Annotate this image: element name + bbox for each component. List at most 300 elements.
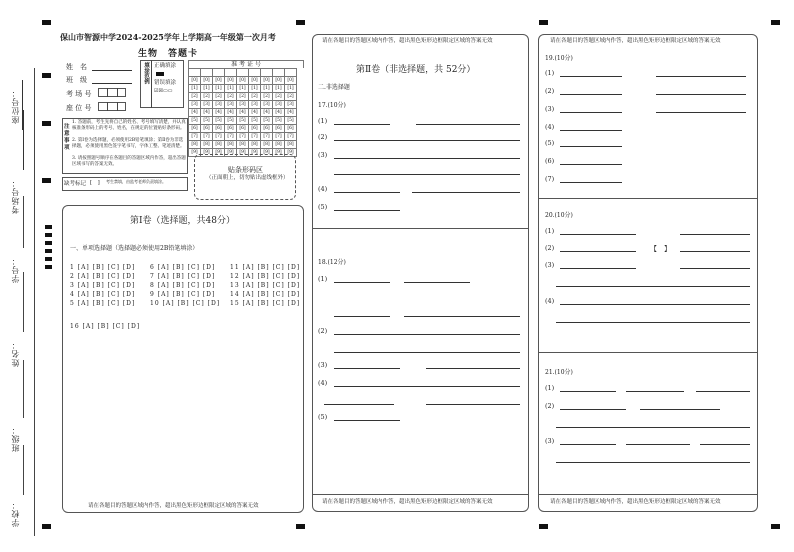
binding-line xyxy=(34,68,35,536)
mc-bubble[interactable]: [A] xyxy=(242,291,258,298)
seat-label: 座 位 号 xyxy=(66,104,92,112)
answer-line[interactable] xyxy=(404,316,520,317)
answer-line[interactable] xyxy=(334,386,520,387)
exam-number-bubble[interactable]: [6] xyxy=(249,125,261,133)
mc-number: 9 xyxy=(150,291,158,298)
sub-question-label: (1) xyxy=(318,117,328,125)
exam-number-bubble[interactable]: [5] xyxy=(285,117,297,125)
answer-line[interactable] xyxy=(412,192,520,193)
binding-label-school: 学校： xyxy=(11,500,20,527)
sub-question-label: (4) xyxy=(318,185,328,193)
mc-bubble[interactable]: [A] xyxy=(242,300,258,307)
mc-question-4[interactable] xyxy=(70,291,135,298)
mc-bubble[interactable]: [A] xyxy=(157,291,173,298)
timing-mark xyxy=(539,20,548,25)
mc-question-9[interactable] xyxy=(150,291,215,298)
exam-number-bubble[interactable]: [8] xyxy=(237,141,249,149)
absent-checkbox[interactable]: [ ] xyxy=(90,180,100,186)
exam-number-bubble[interactable]: [3] xyxy=(189,101,201,109)
exam-number-bubble[interactable]: [6] xyxy=(261,125,273,133)
mc-bubble[interactable]: [C] xyxy=(187,273,203,280)
mc-bubble[interactable]: [A] xyxy=(77,300,93,307)
exam-number-bubble[interactable]: [1] xyxy=(249,85,261,93)
exam-number-bubble[interactable]: [8] xyxy=(261,141,273,149)
exam-number-bubble[interactable]: [2] xyxy=(213,93,225,101)
answer-line[interactable] xyxy=(334,316,390,317)
mc-bubble[interactable]: [C] xyxy=(272,282,288,289)
mc-bubble[interactable]: [D] xyxy=(122,282,136,289)
exam-number-bubble[interactable]: [1] xyxy=(213,85,225,93)
mc-bubble[interactable]: [D] xyxy=(122,264,136,271)
exam-number-bubble[interactable]: [0] xyxy=(237,77,249,85)
exam-number-bubble[interactable]: [1] xyxy=(225,85,237,93)
absent-note: 考生禁填，由监考老师负责填涂。 xyxy=(106,179,166,184)
exam-number-bubble[interactable]: [3] xyxy=(201,101,213,109)
exam-number-bubble[interactable]: [7] xyxy=(201,133,213,141)
exam-number-bubble[interactable]: [8] xyxy=(213,141,225,149)
mc-bubble[interactable]: [B] xyxy=(172,291,188,298)
exam-number-bubble[interactable]: [9] xyxy=(201,149,213,157)
section2-part: 二.非选择题 xyxy=(318,84,350,91)
mc-bubble[interactable]: [D] xyxy=(122,273,136,280)
sub-question-label: (1) xyxy=(545,384,555,392)
exam-number-bubble[interactable]: [9] xyxy=(213,149,225,157)
answer-line[interactable] xyxy=(560,164,622,165)
notes-text-2: 2. 第Ⅰ卷为选择题，必须使用2B铅笔填涂；第Ⅱ卷为非选择题，必须使用黑色签字笔书写，字体工整、笔迹清楚。 xyxy=(72,138,185,149)
q17-title: 17.(10分) xyxy=(318,102,346,109)
col3-box xyxy=(538,34,758,512)
mc-number: 15 xyxy=(230,300,243,307)
exam-number-bubble[interactable]: [6] xyxy=(189,125,201,133)
answer-line[interactable] xyxy=(334,192,400,193)
section2-title: 第Ⅱ卷（非选择题，共 52分） xyxy=(356,65,476,75)
answer-line[interactable] xyxy=(426,404,520,405)
mc-number: 14 xyxy=(230,291,243,298)
mc-question-15[interactable] xyxy=(230,300,300,307)
exam-number-bubble[interactable]: [3] xyxy=(249,101,261,109)
exam-number-bubble[interactable]: [3] xyxy=(225,101,237,109)
exam-room-boxes[interactable] xyxy=(98,88,126,97)
answer-line[interactable] xyxy=(560,444,616,445)
exam-number-bubble[interactable]: [5] xyxy=(237,117,249,125)
exam-number-bubble[interactable]: [1] xyxy=(189,85,201,93)
answer-line[interactable] xyxy=(334,140,520,141)
exam-number-bubble[interactable]: [8] xyxy=(249,141,261,149)
answer-line[interactable] xyxy=(680,234,750,235)
answer-line[interactable] xyxy=(334,124,390,125)
sub-question-label: (3) xyxy=(545,261,555,269)
mc-bubble[interactable]: [B] xyxy=(92,300,108,307)
answer-line[interactable] xyxy=(680,251,750,252)
exam-number-bubble[interactable]: [7] xyxy=(225,133,237,141)
mc-bubble[interactable]: [D] xyxy=(122,291,136,298)
q19-title: 19.(10分) xyxy=(545,55,573,62)
mc-bubble[interactable]: [B] xyxy=(257,282,273,289)
mc-bubble[interactable]: [C] xyxy=(187,264,203,271)
answer-line[interactable] xyxy=(560,234,636,235)
mc-bubble[interactable]: [D] xyxy=(122,300,136,307)
mc-number: 10 xyxy=(150,300,163,307)
mc-number: 2 xyxy=(70,273,78,280)
sub-question-label: (2) xyxy=(545,244,555,252)
exam-number-bubble[interactable]: [9] xyxy=(249,149,261,157)
answer-line[interactable] xyxy=(560,182,622,183)
mc-bubble[interactable]: [D] xyxy=(287,282,301,289)
exam-number-bubble[interactable]: [0] xyxy=(189,77,201,85)
mc-bubble[interactable]: [A] xyxy=(157,282,173,289)
mc-bubble[interactable]: [A] xyxy=(77,264,93,271)
exam-number-bubble[interactable]: [6] xyxy=(237,125,249,133)
mc-bubble[interactable]: [D] xyxy=(287,300,301,307)
mc-bubble[interactable]: [A] xyxy=(77,273,93,280)
mc-bubble[interactable]: [A] xyxy=(157,273,173,280)
exam-number-bubble[interactable]: [8] xyxy=(285,141,297,149)
mc-bubble[interactable]: [B] xyxy=(177,300,193,307)
answer-line[interactable] xyxy=(556,286,750,287)
divider xyxy=(538,494,758,495)
exam-number-bubble[interactable]: [9] xyxy=(237,149,249,157)
fill-example-title: 填涂范例 xyxy=(143,62,149,84)
correct-fill-icon xyxy=(156,72,164,76)
exam-number-bubble[interactable]: [2] xyxy=(261,93,273,101)
wrong-fill-icons: ☑☒▭▭ xyxy=(154,88,173,94)
mc-bubble[interactable]: [C] xyxy=(272,273,288,280)
exam-number-bubble[interactable]: [9] xyxy=(273,149,285,157)
mc-bubble[interactable]: [B] xyxy=(92,264,108,271)
exam-number-bubble[interactable]: [4] xyxy=(285,109,297,117)
mc-bubble[interactable]: [D] xyxy=(287,291,301,298)
mc-bubble[interactable]: [C] xyxy=(187,291,203,298)
exam-subtitle: 生物 答题卡 xyxy=(138,49,199,59)
answer-line[interactable] xyxy=(556,322,750,323)
exam-number-bubble[interactable]: [4] xyxy=(237,109,249,117)
exam-number-bubble[interactable]: [1] xyxy=(237,85,249,93)
mc-bubble[interactable]: [B] xyxy=(92,273,108,280)
mc-bubble[interactable]: [A] xyxy=(242,282,258,289)
mc-bubble[interactable]: [B] xyxy=(257,300,273,307)
answer-line[interactable] xyxy=(334,282,390,283)
exam-number-bubble[interactable]: [6] xyxy=(273,125,285,133)
answer-line[interactable] xyxy=(560,146,622,147)
mc-question-14[interactable] xyxy=(230,291,300,298)
exam-number-bubble[interactable]: [5] xyxy=(249,117,261,125)
exam-number-bubble[interactable]: [4] xyxy=(201,109,213,117)
binding-label-class: 班级： xyxy=(11,425,20,452)
answer-line[interactable] xyxy=(334,174,520,175)
answer-line[interactable] xyxy=(626,444,690,445)
mc-bubble[interactable]: [B] xyxy=(172,264,188,271)
timing-mark xyxy=(296,20,305,25)
exam-number-bubble[interactable]: [6] xyxy=(285,125,297,133)
mc-bubble[interactable]: [C] xyxy=(107,282,123,289)
answer-line[interactable] xyxy=(334,352,520,353)
sub-question-label: (1) xyxy=(318,275,328,283)
timing-mark xyxy=(42,178,51,183)
sub-question-label: (1) xyxy=(545,69,555,77)
notes-text-3: 3. 请按照题号顺序在各题目的答题区域内作答，超出答题区域书写的答案无效。 xyxy=(72,156,186,167)
exam-number-bubble[interactable]: [9] xyxy=(189,149,201,157)
timing-mark xyxy=(45,233,52,237)
exam-number-bubble[interactable]: [0] xyxy=(249,77,261,85)
exam-number-bubble[interactable]: [3] xyxy=(237,101,249,109)
exam-number-bubble[interactable]: [3] xyxy=(285,101,297,109)
mc-bubble[interactable]: [C] xyxy=(107,300,123,307)
exam-number-bubble[interactable]: [0] xyxy=(285,77,297,85)
q21-title: 21.(10分) xyxy=(545,369,573,376)
sub-question-label: (5) xyxy=(318,203,328,211)
mc-bubble[interactable]: [C] xyxy=(107,291,123,298)
answer-line[interactable] xyxy=(560,391,616,392)
mc-question-1[interactable] xyxy=(70,264,135,271)
answer-line[interactable] xyxy=(656,112,746,113)
mc-number: 16 xyxy=(70,323,83,330)
mc-question-3[interactable] xyxy=(70,282,135,289)
mc-question-10[interactable] xyxy=(150,300,220,307)
mc-bubble[interactable]: [B] xyxy=(97,323,113,330)
exam-number-bubble[interactable]: [1] xyxy=(285,85,297,93)
exam-number-title: 准 考 证 号 xyxy=(188,60,304,68)
mc-bubble[interactable]: [D] xyxy=(202,264,216,271)
timing-mark xyxy=(45,257,52,261)
mc-bubble[interactable]: [C] xyxy=(272,264,288,271)
exam-number-bubble[interactable]: [0] xyxy=(213,77,225,85)
sub-question-label: (6) xyxy=(545,157,555,165)
exam-number-bubble[interactable]: [2] xyxy=(225,93,237,101)
exam-number-bubble[interactable]: [0] xyxy=(261,77,273,85)
divider xyxy=(312,494,529,495)
barcode-note: （正面朝上，切勿贴出虚线框外） xyxy=(206,175,289,181)
mc-bubble[interactable]: [D] xyxy=(202,282,216,289)
exam-number-bubble[interactable]: [5] xyxy=(213,117,225,125)
exam-number-bubble[interactable]: [7] xyxy=(285,133,297,141)
mc-bubble[interactable]: [D] xyxy=(202,273,216,280)
exam-number-bubble[interactable]: [7] xyxy=(213,133,225,141)
answer-line[interactable] xyxy=(334,210,400,211)
sub-question-label: (2) xyxy=(318,327,328,335)
exam-number-bubble[interactable]: [8] xyxy=(273,141,285,149)
mc-bubble[interactable]: [D] xyxy=(207,300,221,307)
exam-number-bubble[interactable]: [9] xyxy=(225,149,237,157)
answer-line[interactable] xyxy=(640,409,720,410)
mc-bubble[interactable]: [C] xyxy=(192,300,208,307)
exam-number-bubble[interactable]: [5] xyxy=(273,117,285,125)
mc-bubble[interactable]: [D] xyxy=(287,264,301,271)
exam-number-bubble[interactable]: [5] xyxy=(225,117,237,125)
timing-mark xyxy=(42,524,51,529)
binding-label-student-no: 学号： xyxy=(11,256,20,283)
sub-question-label: (2) xyxy=(545,402,555,410)
answer-line[interactable] xyxy=(680,268,750,269)
name-field[interactable] xyxy=(92,70,132,71)
section1-title: 第Ⅰ卷（选择题，共48分） xyxy=(130,216,236,226)
col3-footer-warning: 请在各题目的答题区域内作答，超出黑色矩形边框限定区域的答案无效 xyxy=(550,499,721,505)
mc-question-16[interactable] xyxy=(70,323,140,330)
mc-bubble[interactable]: [C] xyxy=(107,264,123,271)
mc-bubble[interactable]: [A] xyxy=(77,282,93,289)
mc-number: 3 xyxy=(70,282,78,289)
col2-footer-warning: 请在各题目的答题区域内作答，超出黑色矩形边框限定区域的答案无效 xyxy=(322,499,493,505)
exam-number-bubble[interactable]: [5] xyxy=(201,117,213,125)
exam-number-bubble[interactable]: [3] xyxy=(273,101,285,109)
answer-line[interactable] xyxy=(560,94,622,95)
mc-question-12[interactable] xyxy=(230,273,300,280)
answer-line[interactable] xyxy=(556,462,750,463)
barcode-title: 贴条形码区 xyxy=(228,166,263,174)
answer-line[interactable] xyxy=(656,94,746,95)
sub-question-label: (7) xyxy=(545,175,555,183)
exam-number-bubble[interactable]: [2] xyxy=(189,93,201,101)
class-field[interactable] xyxy=(92,83,132,84)
mc-bubble[interactable]: [A] xyxy=(242,273,258,280)
mc-bubble[interactable]: [A] xyxy=(157,264,173,271)
binding-label-seat: 座位号： xyxy=(11,88,20,124)
exam-number-bubble[interactable]: [2] xyxy=(237,93,249,101)
mc-bubble[interactable]: [A] xyxy=(82,323,98,330)
sub-question-label: (2) xyxy=(545,87,555,95)
col2-header-warning: 请在各题目的答题区域内作答，超出黑色矩形边框限定区域的答案无效 xyxy=(322,38,493,44)
fill-wrong-label: 错误填涂 xyxy=(154,80,177,86)
mc-bubble[interactable]: [C] xyxy=(112,323,128,330)
exam-number-bubble[interactable]: [0] xyxy=(225,77,237,85)
answer-line[interactable] xyxy=(324,404,394,405)
sub-question-label: (2) xyxy=(318,133,328,141)
exam-number-bubble[interactable]: [6] xyxy=(201,125,213,133)
answer-line[interactable] xyxy=(560,130,622,131)
mc-number: 1 xyxy=(70,264,78,271)
answer-line[interactable] xyxy=(334,368,400,369)
divider xyxy=(312,228,529,229)
exam-number-bubble[interactable]: [5] xyxy=(261,117,273,125)
exam-number-bubble[interactable]: [4] xyxy=(249,109,261,117)
exam-number-bubble[interactable]: [2] xyxy=(249,93,261,101)
exam-number-bubble[interactable]: [3] xyxy=(261,101,273,109)
mc-number: 11 xyxy=(230,264,243,271)
sub-question-label: (3) xyxy=(545,105,555,113)
seat-boxes[interactable] xyxy=(98,102,126,111)
mc-bubble[interactable]: [B] xyxy=(257,273,273,280)
mc-question-5[interactable] xyxy=(70,300,135,307)
exam-number-bubble[interactable]: [8] xyxy=(189,141,201,149)
exam-number-bubble[interactable]: [1] xyxy=(261,85,273,93)
answer-line[interactable] xyxy=(696,391,750,392)
mc-bubble[interactable]: [C] xyxy=(187,282,203,289)
mc-bubble[interactable]: [C] xyxy=(272,291,288,298)
exam-number-bubble[interactable]: [7] xyxy=(237,133,249,141)
mc-bubble[interactable]: [B] xyxy=(92,291,108,298)
timing-mark xyxy=(42,20,51,25)
mc-bubble[interactable]: [B] xyxy=(257,264,273,271)
mc-question-6[interactable] xyxy=(150,264,215,271)
exam-number-bubble[interactable]: [8] xyxy=(201,141,213,149)
exam-number-bubble[interactable]: [0] xyxy=(273,77,285,85)
sub-question-label: (3) xyxy=(545,437,555,445)
answer-line[interactable] xyxy=(560,304,750,305)
exam-number-bubble[interactable]: [7] xyxy=(189,133,201,141)
exam-number-bubble[interactable]: [7] xyxy=(273,133,285,141)
exam-number-bubble[interactable]: [6] xyxy=(213,125,225,133)
answer-line[interactable] xyxy=(334,158,520,159)
exam-number-bubble[interactable]: [0] xyxy=(201,77,213,85)
q20-bracket[interactable]: 【 】 xyxy=(650,245,671,253)
mc-bubble[interactable]: [D] xyxy=(202,291,216,298)
exam-number-bubble[interactable]: [2] xyxy=(273,93,285,101)
exam-number-bubble[interactable]: [7] xyxy=(249,133,261,141)
mc-question-8[interactable] xyxy=(150,282,215,289)
mc-bubble[interactable]: [A] xyxy=(242,264,258,271)
binding-label-exam-room: 考场号： xyxy=(11,178,20,214)
mc-bubble[interactable]: [C] xyxy=(272,300,288,307)
mc-question-13[interactable] xyxy=(230,282,300,289)
mc-question-11[interactable] xyxy=(230,264,300,271)
mc-question-7[interactable] xyxy=(150,273,215,280)
mc-number: 7 xyxy=(150,273,158,280)
exam-number-bubble[interactable]: [2] xyxy=(285,93,297,101)
exam-number-bubble[interactable]: [4] xyxy=(225,109,237,117)
mc-bubble[interactable]: [A] xyxy=(162,300,178,307)
exam-number-bubble[interactable]: [3] xyxy=(213,101,225,109)
mc-question-2[interactable] xyxy=(70,273,135,280)
mc-bubble[interactable]: [B] xyxy=(92,282,108,289)
timing-mark xyxy=(45,241,52,245)
answer-line[interactable] xyxy=(560,268,636,269)
exam-number-bubble[interactable]: [4] xyxy=(261,109,273,117)
answer-line[interactable] xyxy=(334,334,520,335)
answer-line[interactable] xyxy=(560,76,622,77)
exam-number-bubble[interactable]: [4] xyxy=(189,109,201,117)
exam-number-bubble[interactable]: [1] xyxy=(201,85,213,93)
mc-bubble[interactable]: [D] xyxy=(287,273,301,280)
exam-number-grid[interactable] xyxy=(188,60,304,157)
mc-bubble[interactable]: [C] xyxy=(107,273,123,280)
exam-number-bubble[interactable]: [9] xyxy=(285,149,297,157)
answer-line[interactable] xyxy=(656,76,746,77)
mc-bubble[interactable]: [A] xyxy=(77,291,93,298)
divider xyxy=(538,198,758,199)
exam-number-bubble[interactable]: [1] xyxy=(273,85,285,93)
answer-line[interactable] xyxy=(404,282,470,283)
mc-bubble[interactable]: [B] xyxy=(172,282,188,289)
col1-footer-warning: 请在各题目的答题区域内作答，超出黑色矩形边框限定区域的答案无效 xyxy=(88,503,259,509)
answer-line[interactable] xyxy=(700,444,750,445)
mc-number: 6 xyxy=(150,264,158,271)
exam-number-bubble[interactable]: [4] xyxy=(273,109,285,117)
timing-mark xyxy=(771,524,780,529)
exam-number-bubble[interactable]: [6] xyxy=(225,125,237,133)
exam-number-bubble[interactable]: [4] xyxy=(213,109,225,117)
mc-bubble[interactable]: [D] xyxy=(127,323,141,330)
exam-number-bubble[interactable]: [9] xyxy=(261,149,273,157)
answer-line[interactable] xyxy=(426,368,520,369)
exam-number-bubble[interactable]: [7] xyxy=(261,133,273,141)
answer-line[interactable] xyxy=(556,427,750,428)
mc-bubble[interactable]: [B] xyxy=(257,291,273,298)
timing-mark xyxy=(539,524,548,529)
mc-bubble[interactable]: [B] xyxy=(172,273,188,280)
answer-line[interactable] xyxy=(560,251,636,252)
answer-line[interactable] xyxy=(416,124,520,125)
timing-mark xyxy=(296,524,305,529)
absent-label: 缺考标记 xyxy=(64,181,87,187)
sub-question-label: (3) xyxy=(318,151,328,159)
answer-line[interactable] xyxy=(626,391,684,392)
exam-number-bubble[interactable]: [2] xyxy=(201,93,213,101)
answer-line[interactable] xyxy=(560,112,622,113)
exam-number-bubble[interactable]: [8] xyxy=(225,141,237,149)
answer-line[interactable] xyxy=(560,409,626,410)
exam-number-bubble[interactable]: [5] xyxy=(189,117,201,125)
answer-line[interactable] xyxy=(334,420,400,421)
timing-mark xyxy=(45,265,52,269)
